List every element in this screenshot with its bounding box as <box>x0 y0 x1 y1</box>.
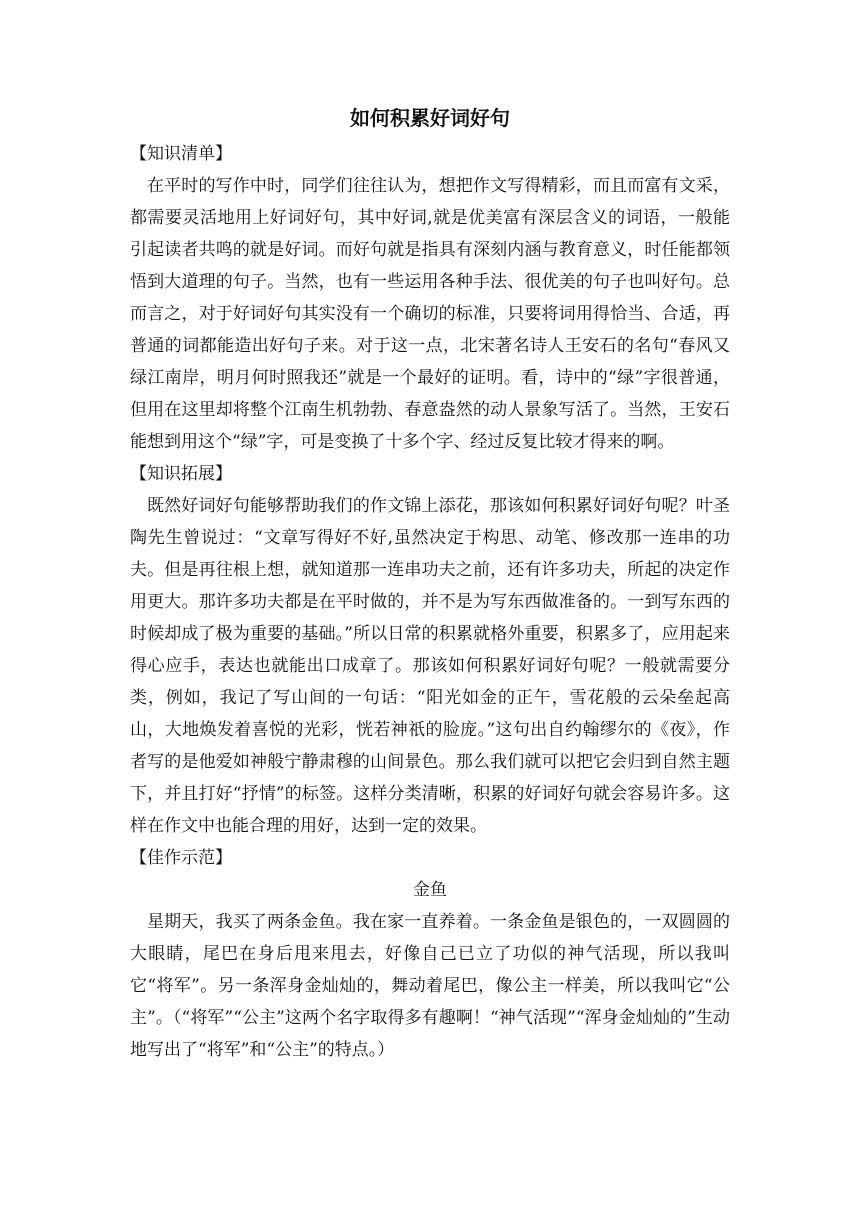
document-body <box>130 98 730 1066</box>
essay-title: 金鱼 <box>413 880 447 900</box>
section-heading-knowledge-list: 【知识清单】 <box>130 144 232 164</box>
section-heading-model-essay: 【佳作示范】 <box>130 848 232 868</box>
section-heading-knowledge-extension: 【知识拓展】 <box>130 464 232 484</box>
document-title: 如何积累好词好句 <box>350 106 510 130</box>
paragraph-knowledge-list: 在平时的写作中时，同学们往往认为，想把作文写得精彩，而且而富有文采，都需要灵活地用上好词好句，其中好词,就是优美富有深层含义的词语，一般能引起读者共鸣的就是好词。而好句就是指具有深刻内涵与教育意义，时任能都领悟到大道理的句子。当然，也有一些运用各种手法、很优美的句子也叫好句。总而言之，对于好词好句其实没有一个确切的标准，只要将词用得恰当、合适，再普通的词都能造出好句子来。对于这一点，北宋著名诗人王安石的名句“春风又绿江南岸，明月何时照我还”就是一个最好的证明。看，诗中的“绿”字很普通，但用在这里却将整个江南生机勃勃、春意盎然的动人景象写活了。当然，王安石能想到用这个“绿”字，可是变换了十多个字、经过反复比较才得来的啊。 <box>130 176 730 452</box>
paragraph-knowledge-extension: 既然好词好句能够帮助我们的作文锦上添花，那该如何积累好词好句呢？叶圣陶先生曾说过：“文章写得好不好,虽然决定于构思、动笔、修改那一连串的功夫。但是再往根上想，就知道那一连串功夫之前，还有许多功夫，所起的决定作用更大。那许多功夫都是在平时做的，并不是为写东西做准备的。一到写东西的时候却成了极为重要的基础。”所以日常的积累就格外重要，积累多了，应用起来得心应手，表达也就能出口成章了。那该如何积累好词好句呢？一般就需要分类，例如，我记了写山间的一句话：“阳光如金的正午，雪花般的云朵垒起高山，大地焕发着喜悦的光彩，恍若神祇的脸庞。”这句出自约翰缪尔的《夜》，作者写的是他爱如神般宁静肃穆的山间景色。那么我们就可以把它会归到自然主题下，并且打好“抒情”的标签。这样分类清晰，积累的好词好句就会容易许多。这样在作文中也能合理的用好，达到一定的效果。 <box>130 496 730 836</box>
paragraph-model-essay: 星期天，我买了两条金鱼。我在家一直养着。一条金鱼是银色的，一双圆圆的大眼睛，尾巴在身后甩来甩去，好像自己已立了功似的神气活现，所以我叫它“将军”。另一条浑身金灿灿的，舞动着尾巴，像公主一样美，所以我叫它“公主”。（“将军”“公主”这两个名字取得多有趣啊！“神气活现”“浑身金灿灿的”生动地写出了“将军”和“公主”的特点。） <box>130 912 730 1060</box>
